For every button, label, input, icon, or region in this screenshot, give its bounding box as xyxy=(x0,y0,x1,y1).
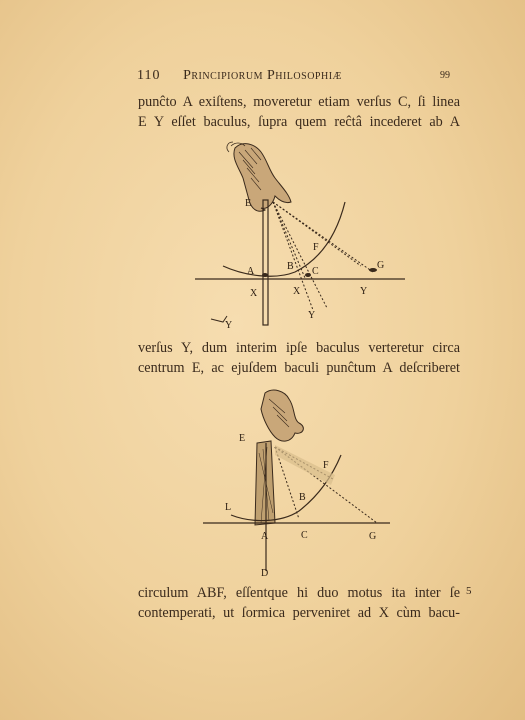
label-c: C xyxy=(301,530,308,541)
label-d: D xyxy=(261,568,269,579)
text-line: circulum ABF, eſſentque hi duo motus ita inter ſe xyxy=(138,585,460,601)
label-e: E xyxy=(239,433,246,444)
text-line: contemperati, ut ſormica perveniret ad X cùm bacu- xyxy=(138,605,460,621)
label-l: L xyxy=(225,502,232,513)
label-e: E xyxy=(245,198,252,209)
hand-icon xyxy=(261,390,303,441)
label-x-2: X xyxy=(293,286,301,297)
margin-line-number: 5 xyxy=(466,585,472,597)
label-g: G xyxy=(377,260,385,271)
label-a: A xyxy=(247,266,255,277)
label-y: Y xyxy=(360,286,368,297)
paragraph-3 xyxy=(138,583,460,623)
hand-icon xyxy=(227,142,291,211)
text-line: verſus Y, dum interim ipſe baculus verteretur circa xyxy=(138,340,460,356)
baton-line xyxy=(263,200,268,325)
figure-baton-rotation xyxy=(195,138,405,333)
label-c: C xyxy=(312,266,319,277)
page-number: 110 xyxy=(137,68,161,83)
label-b: B xyxy=(299,492,306,503)
figure-circle-abf xyxy=(195,383,405,583)
running-title: Principiorum Philosophiæ xyxy=(183,68,342,83)
dotted-rays xyxy=(273,202,373,310)
label-f: F xyxy=(313,242,319,253)
figure-1-drawing xyxy=(195,138,405,333)
paragraph-2 xyxy=(138,338,460,378)
paragraph-1 xyxy=(138,92,460,132)
label-y-2: Y xyxy=(308,310,316,321)
label-f: F xyxy=(323,460,329,471)
label-y-3: Y xyxy=(225,320,233,331)
label-x: X xyxy=(250,288,258,299)
page-header xyxy=(0,68,525,88)
signature-mark: 99 xyxy=(440,70,450,81)
label-a: A xyxy=(261,531,269,542)
text-line: centrum E, ac ejuſdem baculi punĉtum A deſcriberet xyxy=(138,360,460,376)
label-b: B xyxy=(287,261,294,272)
figure-2-drawing xyxy=(195,383,405,583)
label-g: G xyxy=(369,531,377,542)
text-line: E Y eſſet baculus, ſupra quem reĉtâ incederet ab A xyxy=(138,114,460,130)
rolled-baton xyxy=(255,441,275,525)
text-line: punĉto A exiſtens, moveretur etiam verſus C, ſi linea xyxy=(138,94,460,110)
